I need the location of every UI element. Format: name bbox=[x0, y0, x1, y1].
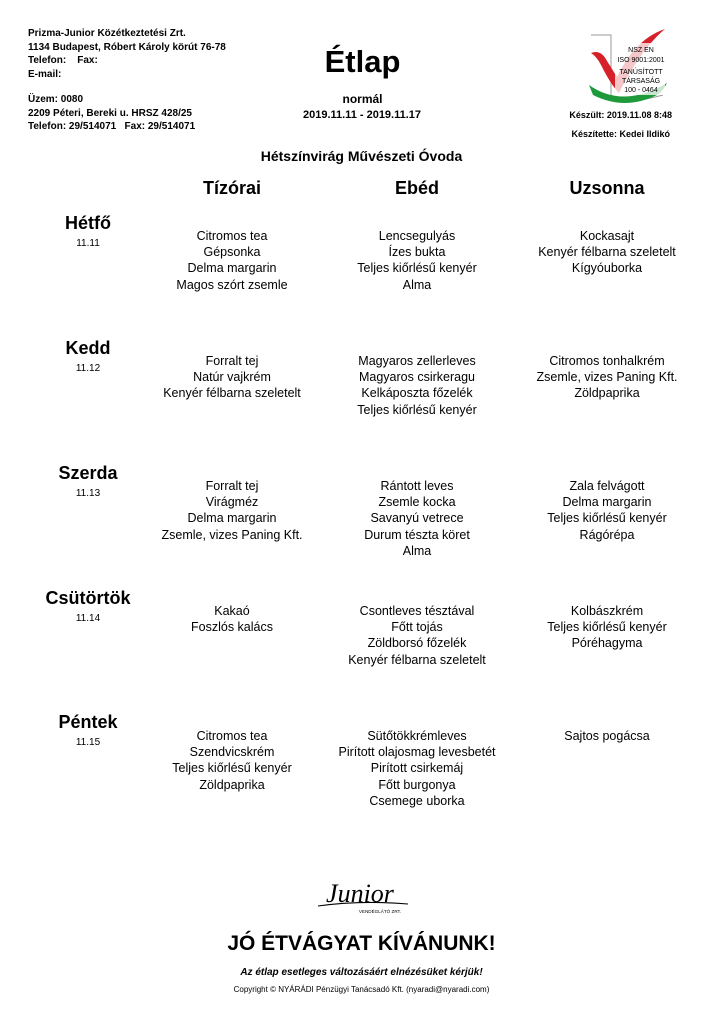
menu-item: Citromos tonhalkrém bbox=[549, 354, 665, 368]
menu-item: Gépsonka bbox=[203, 245, 261, 260]
company-email: E-mail: bbox=[28, 68, 62, 80]
greeting-text: JÓ ÉTVÁGYAT KÍVÁNUNK! bbox=[227, 932, 496, 955]
menu-item: Zala felvágott bbox=[569, 479, 645, 493]
certification-logo bbox=[583, 25, 673, 108]
menu-cell-uzsonna bbox=[512, 228, 702, 277]
day-label bbox=[28, 212, 148, 251]
menu-type: normál bbox=[342, 92, 383, 106]
junior-brand-logo bbox=[300, 878, 423, 918]
date-range: 2019.11.11 - 2019.11.17 bbox=[302, 109, 422, 121]
menu-item: Magyaros zellerleves bbox=[358, 354, 476, 368]
plant-address: 2209 Péteri, Bereki u. HRSZ 428/25 bbox=[28, 107, 192, 119]
menu-item: Teljes kiőrlésű kenyér bbox=[357, 261, 477, 276]
menu-item: Natúr vajkrém bbox=[193, 370, 271, 385]
day-date: 11.13 bbox=[75, 488, 101, 499]
day-name: Szerda bbox=[58, 463, 118, 483]
page-title: Étlap bbox=[324, 44, 401, 79]
menu-item: Kockasajt bbox=[579, 229, 635, 243]
menu-item: Durum tészta köret bbox=[364, 527, 470, 542]
author: Készítette: Kedei Ildikó bbox=[571, 129, 670, 139]
menu-item: Zöldpaprika bbox=[574, 386, 640, 401]
menu-cell-tizorai bbox=[137, 728, 327, 793]
menu-cell-tizorai bbox=[137, 478, 327, 543]
menu-cell-ebed bbox=[322, 228, 512, 293]
menu-item: Kolbászkrém bbox=[570, 604, 644, 618]
menu-item: Zsemle, vizes Paning Kft. bbox=[536, 370, 678, 385]
menu-item: Rántott leves bbox=[380, 479, 454, 493]
day-name: Kedd bbox=[65, 338, 111, 358]
logo-text-1: NSZ EN bbox=[628, 47, 654, 54]
menu-item: Alma bbox=[402, 277, 432, 292]
menu-item: Rágórépa bbox=[579, 527, 635, 542]
menu-item: Forralt tej bbox=[205, 479, 259, 493]
menu-item: Zsemle, vizes Paning Kft. bbox=[161, 527, 303, 542]
plant-id: Üzem: 0080 bbox=[28, 94, 84, 105]
copyright-text: Copyright © NYÁRÁDI Pénzügyi Tanácsadó Kft. (nyaradi@nyaradi.com) bbox=[233, 985, 490, 994]
menu-item: Pirított csirkemáj bbox=[370, 761, 464, 776]
menu-cell-tizorai bbox=[137, 603, 327, 635]
company-info bbox=[28, 27, 226, 81]
menu-item: Szendvicskrém bbox=[189, 745, 275, 760]
menu-item: Kenyér félbarna szeletelt bbox=[348, 652, 486, 667]
company-address: 1134 Budapest, Róbert Károly körút 76-78 bbox=[28, 41, 226, 53]
menu-item: Delma margarin bbox=[562, 495, 652, 510]
menu-item: Csemege uborka bbox=[369, 793, 465, 808]
day-date: 11.14 bbox=[75, 613, 101, 624]
menu-item: Lencsegulyás bbox=[378, 229, 456, 243]
logo-text-4: TÁRSASÁG bbox=[621, 78, 661, 85]
menu-item: Kígyóuborka bbox=[571, 261, 643, 276]
menu-item: Zsemle kocka bbox=[378, 495, 456, 510]
menu-item: Csontleves tésztával bbox=[359, 604, 475, 618]
menu-cell-uzsonna bbox=[512, 478, 702, 543]
menu-item: Pirított olajosmag levesbetét bbox=[338, 745, 496, 760]
menu-item: Magyaros csirkeragu bbox=[358, 370, 475, 385]
menu-item: Savanyú vetrece bbox=[370, 511, 464, 526]
menu-item: Zöldpaprika bbox=[199, 777, 265, 792]
menu-cell-ebed bbox=[322, 353, 512, 418]
column-header-tizorai: Tízórai bbox=[202, 178, 261, 198]
menu-cell-ebed bbox=[322, 478, 512, 559]
day-name: Péntek bbox=[58, 712, 118, 732]
menu-item: Sajtos pogácsa bbox=[564, 729, 650, 743]
menu-cell-uzsonna bbox=[512, 603, 702, 652]
day-label bbox=[28, 711, 148, 750]
menu-item: Sütőtökkrémleves bbox=[367, 729, 467, 743]
menu-item: Kenyér félbarna szeletelt bbox=[538, 245, 676, 260]
menu-item: Ízes bukta bbox=[388, 245, 446, 260]
logo-text-5: 100 - 0464 bbox=[624, 87, 658, 94]
menu-item: Kakaó bbox=[214, 604, 250, 618]
menu-item: Citromos tea bbox=[196, 729, 268, 743]
company-name: Prizma-Junior Közétkeztetési Zrt. bbox=[28, 28, 186, 39]
menu-item: Magos szórt zsemle bbox=[176, 277, 288, 292]
day-date: 11.12 bbox=[75, 363, 101, 374]
company-phone: Telefon: Fax: bbox=[28, 55, 98, 66]
day-name: Csütörtök bbox=[45, 588, 131, 608]
day-label bbox=[28, 462, 148, 501]
menu-item: Teljes kiőrlésű kenyér bbox=[172, 761, 292, 776]
menu-cell-ebed bbox=[322, 728, 512, 809]
menu-item: Foszlós kalács bbox=[191, 620, 273, 635]
menu-cell-uzsonna bbox=[512, 728, 702, 744]
menu-item: Főtt burgonya bbox=[378, 777, 456, 792]
menu-cell-uzsonna bbox=[512, 353, 702, 402]
menu-item: Delma margarin bbox=[187, 261, 277, 276]
menu-item: Virágméz bbox=[205, 495, 259, 510]
menu-item: Zöldborsó főzelék bbox=[367, 636, 467, 651]
column-header-ebed: Ebéd bbox=[394, 178, 439, 198]
day-name: Hétfő bbox=[65, 213, 111, 233]
menu-item: Teljes kiőrlésű kenyér bbox=[547, 620, 667, 635]
menu-item: Kelkáposzta főzelék bbox=[361, 386, 473, 401]
menu-item: Teljes kiőrlésű kenyér bbox=[357, 402, 477, 417]
created-date: Készült: 2019.11.08 8:48 bbox=[569, 110, 672, 120]
menu-cell-tizorai bbox=[137, 228, 327, 293]
menu-item: Kenyér félbarna szeletelt bbox=[163, 386, 301, 401]
day-label bbox=[28, 587, 148, 626]
plant-info bbox=[28, 93, 195, 134]
column-header-uzsonna: Uzsonna bbox=[569, 178, 645, 198]
plant-contact: Telefon: 29/514071 Fax: 29/514071 bbox=[28, 121, 196, 132]
logo-text-2: ISO 9001:2001 bbox=[617, 57, 665, 64]
menu-item: Teljes kiőrlésű kenyér bbox=[547, 511, 667, 526]
menu-item: Forralt tej bbox=[205, 354, 259, 368]
brand-name: Junior bbox=[326, 879, 394, 908]
logo-text-3: TANÚSÍTOTT bbox=[619, 69, 663, 76]
menu-item: Főtt tojás bbox=[391, 620, 443, 635]
apology-text: Az étlap esetleges változásáért elnézésüket kérjük! bbox=[240, 967, 483, 978]
menu-item: Póréhagyma bbox=[571, 636, 643, 651]
menu-cell-tizorai bbox=[137, 353, 327, 402]
day-label bbox=[28, 337, 148, 376]
brand-tagline: VENDÉGLÁTÓ ZRT. bbox=[358, 909, 402, 914]
menu-item: Delma margarin bbox=[187, 511, 277, 526]
institution-name: Hétszínvirág Művészeti Óvoda bbox=[260, 148, 463, 164]
menu-cell-ebed bbox=[322, 603, 512, 668]
menu-item: Alma bbox=[402, 543, 432, 558]
day-date: 11.11 bbox=[76, 238, 100, 249]
day-date: 11.15 bbox=[75, 737, 101, 748]
menu-item: Citromos tea bbox=[196, 229, 268, 243]
